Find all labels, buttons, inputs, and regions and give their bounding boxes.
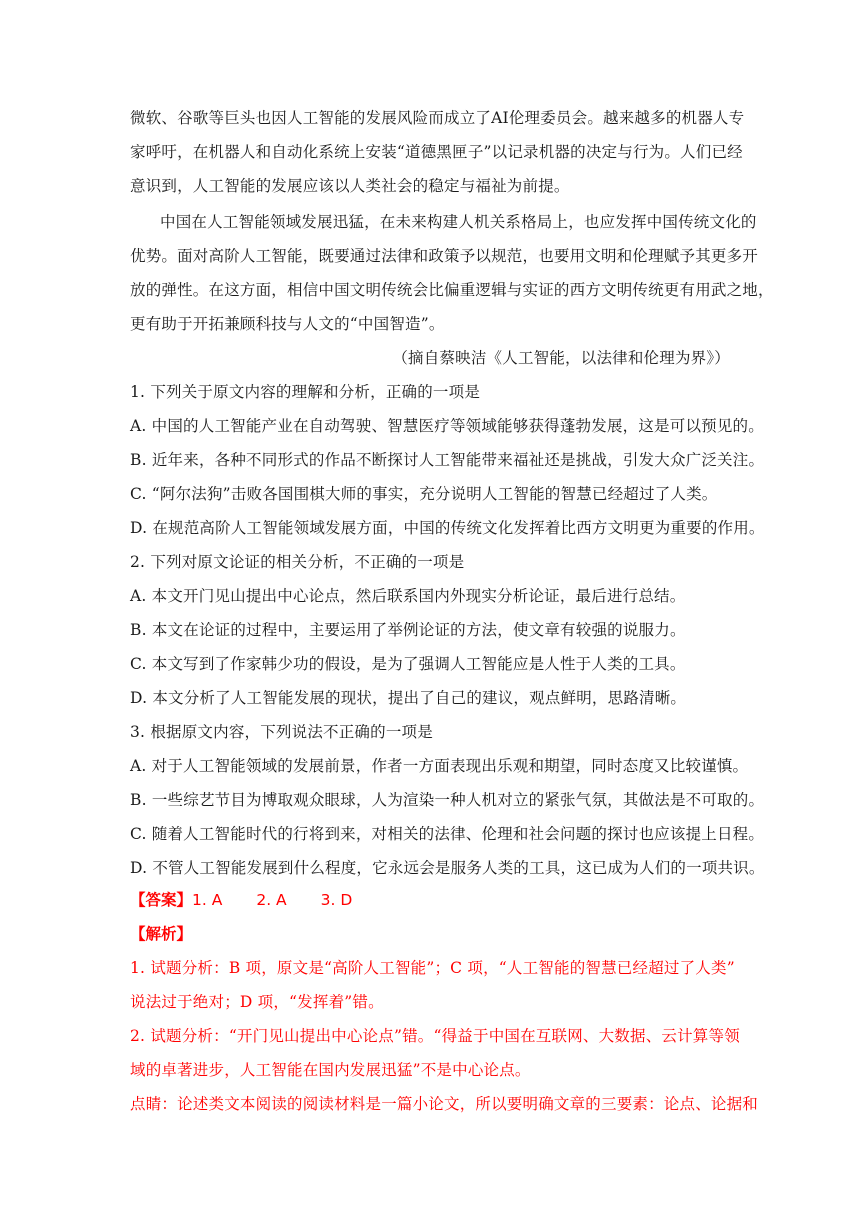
question-option: A. 对于人工智能领域的发展前景，作者一方面表现出乐观和期望，同时态度又比较谨慎。 <box>130 757 749 775</box>
analysis-line: 说法过于绝对；D 项，“发挥着”错。 <box>130 993 384 1011</box>
analysis-tag-row <box>130 924 730 944</box>
analysis-line: 点睛：论述类文本阅读的阅读材料是一篇小论文，所以要明确文章的三要素：论点、论据和 <box>130 1095 759 1113</box>
passage-line: 中国在人工智能领域发展迅猛，在未来构建人机关系格局上，也应发挥中国传统文化的 <box>160 213 757 231</box>
question-option: C. 本文写到了作家韩少功的假设，是为了强调人工智能应是人性于人类的工具。 <box>130 655 686 673</box>
question-stem: 2. 下列对原文论证的相关分析，不正确的一项是 <box>130 553 465 571</box>
answer-value: 3. D <box>320 891 353 909</box>
analysis-line: 2. 试题分析：“开门见山提出中心论点”错。“得益于中国在互联网、大数据、云计算等领 <box>130 1027 740 1045</box>
question-option: C. 随着人工智能时代的行将到来，对相关的法律、伦理和社会问题的探讨也应该提上日程。 <box>130 825 765 843</box>
analysis-line: 域的卓著进步，人工智能在国内发展迅猛”不是中心论点。 <box>130 1061 531 1079</box>
passage-line: 意识到，人工智能的发展应该以人类社会的稳定与福祉为前提。 <box>130 177 570 195</box>
passage-source: （摘自蔡映洁《人工智能，以法律和伦理为界》） <box>392 349 730 367</box>
passage-line: 放的弹性。在这方面，相信中国文明传统会比偏重逻辑与实证的西方文明传统更有用武之地， <box>130 281 774 299</box>
analysis-tag: 【解析】 <box>130 925 193 943</box>
answer-tag: 【答案】 <box>130 891 193 909</box>
question-option: B. 本文在论证的过程中，主要运用了举例论证的方法，使文章有较强的说服力。 <box>130 621 686 639</box>
question-option: C. “阿尔法狗”击败各国围棋大师的事实，充分说明人工智能的智慧已经超过了人类。 <box>130 485 718 503</box>
question-stem: 1. 下列关于原文内容的理解和分析，正确的一项是 <box>130 383 481 401</box>
question-option: D. 不管人工智能发展到什么程度，它永远会是服务人类的工具，这已成为人们的一项共识。 <box>130 859 765 877</box>
question-option: D. 本文分析了人工智能发展的现状，提出了自己的建议，观点鲜明，思路清晰。 <box>130 689 687 707</box>
answer-value: 2. A <box>256 891 287 909</box>
answer-value: 1. A <box>192 891 223 909</box>
question-option: D. 在规范高阶人工智能领域发展方面，中国的传统文化发挥着比西方文明更为重要的作用。 <box>130 519 765 537</box>
question-stem: 3. 根据原文内容，下列说法不正确的一项是 <box>130 723 433 741</box>
question-option: A. 中国的人工智能产业在自动驾驶、智慧医疗等领域能够获得蓬勃发展，这是可以预见的。 <box>130 417 764 435</box>
answer-row <box>130 890 730 910</box>
question-option: A. 本文开门见山提出中心论点，然后联系国内外现实分析论证，最后进行总结。 <box>130 587 686 605</box>
passage-line: 优势。面对高阶人工智能，既要通过法律和政策予以规范，也要用文明和伦理赋予其更多开 <box>130 247 759 265</box>
question-option: B. 近年来，各种不同形式的作品不断探讨人工智能带来福祉还是挑战，引发大众广泛关注。 <box>130 451 765 469</box>
question-option: B. 一些综艺节目为博取观众眼球，人为渲染一种人机对立的紧张气氛，其做法是不可取的。 <box>130 791 765 809</box>
passage-line: 更有助于开拓兼顾科技与人文的“中国智造”。 <box>130 315 445 333</box>
passage-line: 家呼吁，在机器人和自动化系统上安装“道德黑匣子”以记录机器的决定与行为。人们已经 <box>130 143 743 161</box>
analysis-line: 1. 试题分析：B 项，原文是“高阶人工智能”；C 项，“人工智能的智慧已经超过了人类” <box>130 959 735 977</box>
passage-line: 微软、谷歌等巨头也因人工智能的发展风险而成立了AI伦理委员会。越来越多的机器人专 <box>130 109 745 127</box>
